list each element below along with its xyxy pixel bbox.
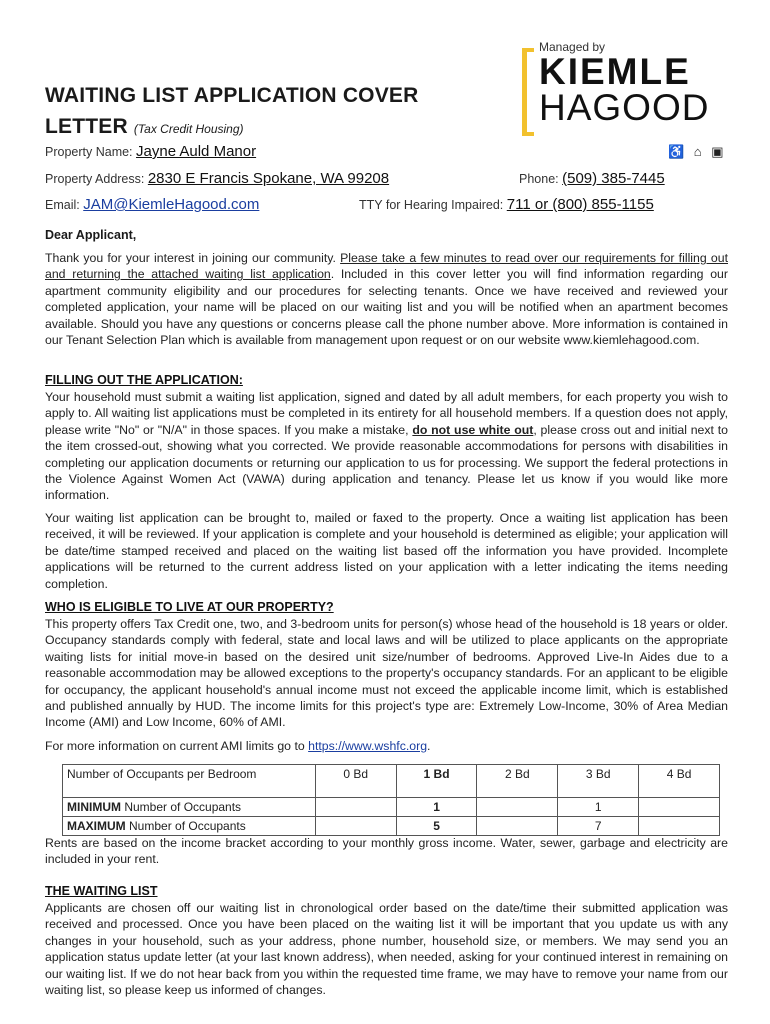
min-3bd: 1 [558,798,639,817]
tty-field [359,196,654,213]
email-link[interactable]: JAM@KiemleHagood.com [83,196,260,213]
intro-underlined: Please take a few minutes to read over our requirements for filling out and returning the attached waiting list application [45,251,728,282]
filling-heading: FILLING OUT THE APPLICATION: [45,373,243,387]
col-2bd: 2 Bd [477,765,558,798]
max-1bd: 5 [396,817,477,836]
wshfc-link[interactable]: https://www.wshfc.org [308,739,428,753]
min-1bd: 1 [396,798,477,817]
ami-info [45,738,728,754]
header-label-cell: Number of Occupants per Bedroom [63,765,316,798]
min-4bd [639,798,720,817]
intro-text-b: . Included in this cover letter you will find information regarding our apartment community eligibility and our procedures for selecting tenants. Once we have received and reviewed your completed application, your name will be placed on our waiting list and you will be notified when an apartment becomes available. Should you have any questions or concerns please call the phone number above. More information is contained in our Tenant Selection Plan which is available from management upon request or on our website www.kiemlehagood.com. [45,267,728,348]
ami-text-b: . [427,739,431,753]
property-name-field [45,143,256,160]
filling-bold-warning: do not use white out [412,422,534,437]
col-0bd: 0 Bd [315,765,396,798]
email-field [45,196,259,213]
waiting-list-heading: THE WAITING LIST [45,884,158,898]
tty-value: 711 or (800) 855-1155 [506,196,654,213]
logo-line1: KIEMLE [539,51,691,92]
min-label-bold: MINIMUM [67,800,121,814]
kiemle-hagood-logo [522,40,732,140]
property-name-label: Property Name: [45,145,133,159]
logo-bracket-bottom [522,132,534,136]
min-0bd [315,798,396,817]
intro-paragraph [45,250,728,348]
property-address-field [45,170,389,187]
phone-label: Phone: [519,172,559,186]
tty-label: TTY for Hearing Impaired: [359,198,504,212]
max-2bd [477,817,558,836]
table-row [63,798,720,817]
table-row [63,817,720,836]
logo-bracket-top [522,48,534,52]
title-sub: (Tax Credit Housing) [133,122,244,136]
max-4bd [639,817,720,836]
min-label-rest: Number of Occupants [121,800,242,814]
logo-managed-by: Managed by [539,40,606,54]
occupancy-table [62,764,720,836]
col-3bd: 3 Bd [558,765,639,798]
filling-paragraph-2: Your waiting list application can be brought to, mailed or faxed to the property. Once a waiting list application has been received, it will be reviewed. If your application is complete and your household is determined as eligible; your application will be date/time stamped received and placed on the waiting list based off the information you have provided. Incomplete applications will be returned to the current address listed on your application with a letter indicating the items needing completion. [45,511,728,591]
filling-text-a: Your household must submit a waiting list application, signed and dated by all adult members, for each property you wish to apply to. All waiting list applications must be completed in its entirety for all household members. If a question does not apply, please write "No" or "N/A" in those spaces. If you make a mistake, [45,390,728,437]
page-title [45,80,465,145]
filling-text-b: , please cross out and initial next to the item crossed-out, showing what you corrected. We provide reasonable accommodations for persons with disabilities in completing our application documents or returning our application to us for processing. We support the federal protections in the Violence Against Women Act (VAWA) during application and tenancy. Please let us know if you would like more information. [45,422,728,503]
phone-field [519,170,665,187]
min-label-cell [63,798,316,817]
property-address-label: Property Address: [45,172,145,186]
greeting: Dear Applicant, [45,228,137,242]
max-label-cell [63,817,316,836]
equal-housing-icon: ♿ ⌂ ▣ [668,144,727,159]
property-address-value: 2830 E Francis Spokane, WA 99208 [147,170,390,187]
logo-bracket [522,48,527,136]
col-4bd: 4 Bd [639,765,720,798]
col-1bd: 1 Bd [396,765,477,798]
email-label: Email: [45,198,80,212]
table-header-row [63,765,720,798]
waiting-list-paragraph: Applicants are chosen off our waiting list in chronological order based on the date/time their submitted application was received and processed. Once you have been placed on the waiting list it will be important that you update us with any changes in your household, such as your address, phone number, household size, or members. We may send you an application status update letter (at your last known address), when needed, asking for your continued interest in remaining on our waiting list. If we do not hear back from you within the requested time frame, we may have to remove your name from our waiting list, so please keep us informed of changes. [45,901,728,998]
property-name-value: Jayne Auld Manor [136,143,257,160]
filling-paragraph-1 [45,389,728,504]
max-0bd [315,817,396,836]
title-main: WAITING LIST APPLICATION COVER LETTER [45,84,419,138]
min-2bd [477,798,558,817]
max-3bd: 7 [558,817,639,836]
max-label-rest: Number of Occupants [125,819,246,833]
eligible-paragraph: This property offers Tax Credit one, two, and 3-bedroom units for person(s) whose head of the household is 18 years or older. Occupancy standards comply with federal, state and local laws and will be utilized to place applicants on the appropriate waiting lists for initial move-in based on the desired unit size/number of bedrooms. Approved Live-In Aides due to a reasonable accommodation may be allowed exceptions to the property's occupancy standards. For an applicant to be eligible for occupancy, the applicant household's annual income must not exceed the applicable income limit, which is established and published annually by HUD. The income limits for this project's type are: Extremely Low-Income, 30% of Area Median Income (AMI) and Low Income, 60% of AMI. [45,617,728,730]
rent-note: Rents are based on the income bracket according to your monthly gross income. Water, sewer, garbage and electricity are included in your rent. [45,836,728,867]
intro-text-a: Thank you for your interest in joining our community. [45,251,341,265]
eligible-heading: WHO IS ELIGIBLE TO LIVE AT OUR PROPERTY? [45,600,334,614]
phone-value: (509) 385-7445 [562,170,665,187]
max-label-bold: MAXIMUM [67,819,126,833]
ami-text-a: For more information on current AMI limits go to [45,739,309,753]
logo-line2: HAGOOD [539,87,710,128]
